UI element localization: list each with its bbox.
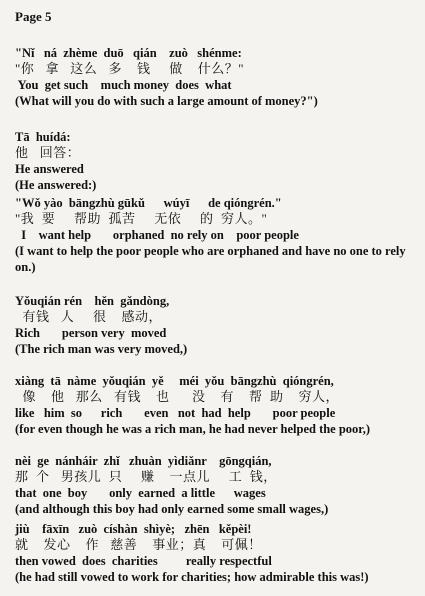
gloss-line: He answered xyxy=(15,162,84,176)
gloss-line: I want help orphaned no rely on poor people xyxy=(15,228,299,242)
hanzi-line: "你 拿 这么 多 钱 做 什么？" xyxy=(15,61,245,76)
sentence-block xyxy=(15,45,419,109)
sentence-block xyxy=(15,521,419,585)
pinyin-line: xiàng tā nàme yǒuqián yě méi yǒu bāngzhù qióngrén, xyxy=(15,374,334,388)
translation-line: (The rich man was very moved,) xyxy=(15,342,188,356)
pinyin-line: "Wǒ yào bāngzhù gūkǔ wúyī de qióngrén." xyxy=(15,196,282,210)
translation-line: (He answered:) xyxy=(15,178,97,192)
translation-line: (he had still vowed to work for charities; how admirable this was!) xyxy=(15,570,369,584)
hanzi-line: 像 他 那么 有钱 也 没 有 帮 助 穷人， xyxy=(15,389,340,404)
hanzi-line: 那 个 男孩儿 只 赚 一点儿 工 钱， xyxy=(15,469,277,484)
sentence-block xyxy=(15,453,419,517)
translation-line: (What will you do with such a large amount of money?") xyxy=(15,94,318,108)
sentence-block xyxy=(15,373,419,437)
gloss-line: Rich person very moved xyxy=(15,326,167,340)
pinyin-line: nèi ge nánháir zhǐ zhuàn yìdiǎnr gōngqián, xyxy=(15,454,272,468)
hanzi-line: 就 发心 作 慈善 事业；真 可佩！ xyxy=(15,537,262,552)
hanzi-line: 有钱 人 很 感动， xyxy=(15,309,163,324)
hanzi-line: "我 要 帮助 孤苦 无依 的 穷人。" xyxy=(15,211,268,226)
page-number: Page 5 xyxy=(15,9,52,24)
sentence-block xyxy=(15,129,419,193)
translation-line: (I want to help the poor people who are orphaned and have no one to rely on.) xyxy=(15,244,406,274)
translation-line: (for even though he was a rich man, he had never helped the poor,) xyxy=(15,422,370,436)
hanzi-line: 他 回答： xyxy=(15,145,81,160)
sentence-block xyxy=(15,293,419,357)
pinyin-line: "Nǐ ná zhème duō qián zuò shénme: xyxy=(15,46,242,60)
gloss-line: then vowed does charities really respectful xyxy=(15,554,272,568)
gloss-line: like him so rich even not had help poor people xyxy=(15,406,336,420)
pinyin-line: jiù fāxīn zuò císhàn shìyè; zhēn kěpèi! xyxy=(15,522,252,536)
gloss-line: You get such much money does what xyxy=(15,78,232,92)
sentence-block xyxy=(15,195,419,275)
pinyin-line: Tā huídá: xyxy=(15,130,71,144)
gloss-line: that one boy only earned a little wages xyxy=(15,486,266,500)
pinyin-line: Yǒuqián rén hěn gǎndòng, xyxy=(15,294,170,308)
translation-line: (and although this boy had only earned some small wages,) xyxy=(15,502,329,516)
